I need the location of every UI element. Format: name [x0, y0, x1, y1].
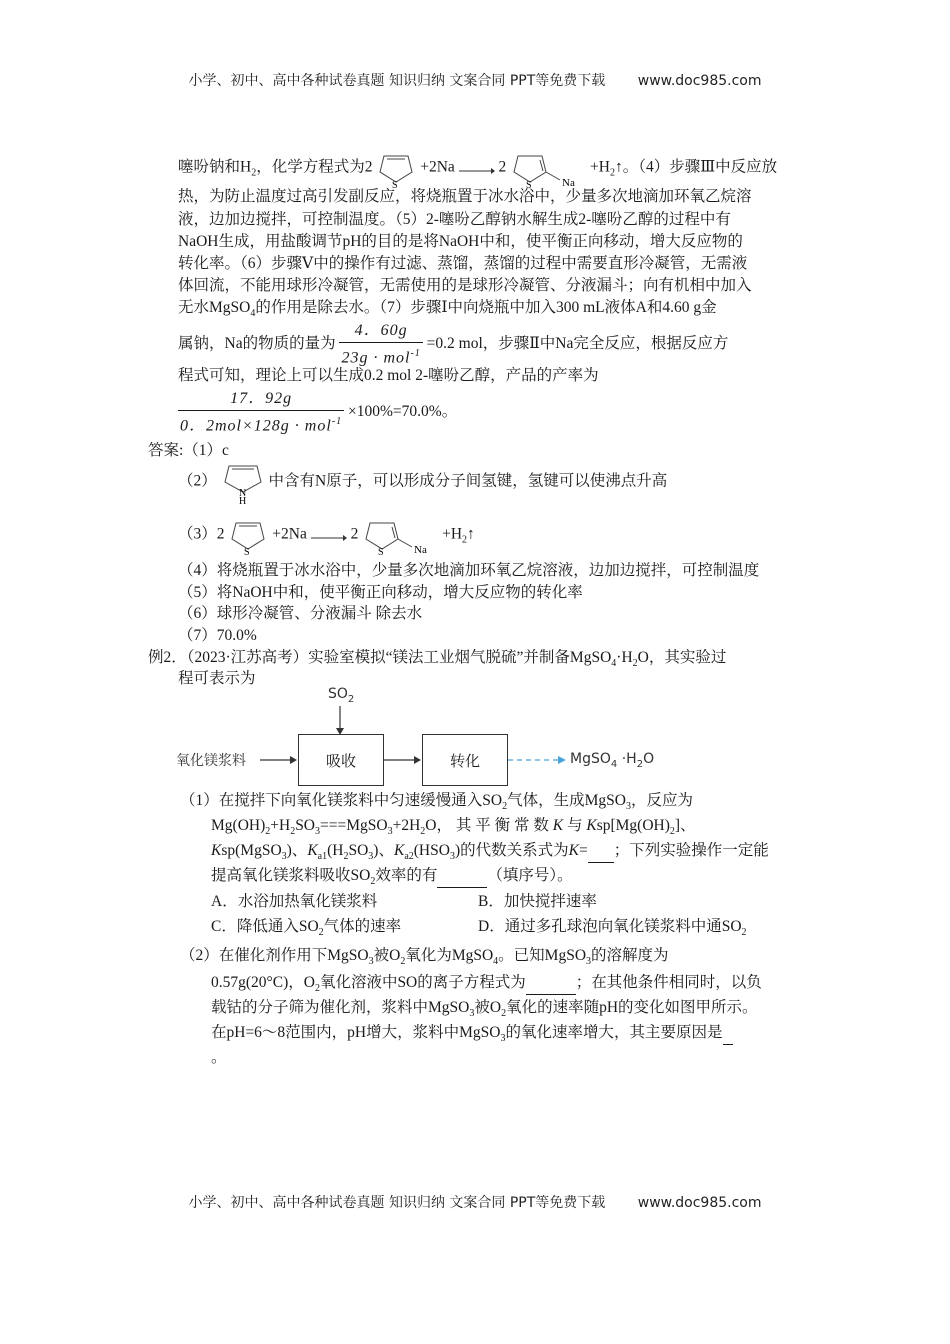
- so2-label: $SO_2$: [328, 686, 355, 705]
- q2-line-1: （2）在催化剂作用下MgSO$_3$被$O_2$氧化为MgSO$_4$。已知MgSO$_3$的溶解度为: [180, 947, 669, 968]
- option-b: B．加快搅拌速率: [478, 893, 597, 910]
- option-c: C．降低通入$SO_2$气体的速率: [211, 918, 402, 939]
- q1-line-3: Ksp(MgSO$_3$)、$K_{a1}(H_2SO_3)$、$K_{a2}(HSO_3)$的代数关系式为K= ；下列实验操作一定能: [211, 842, 769, 863]
- svg-text:N: N: [238, 488, 246, 499]
- q2-line-5: 。: [211, 1049, 227, 1066]
- analysis-line-5: 转化率。（6）步骤Ⅴ中的操作有过滤、蒸馏，蒸馏的过程中需要直形冷凝管，无需液: [178, 255, 748, 272]
- reaction-arrow: [459, 161, 495, 175]
- svg-text:H: H: [238, 496, 246, 504]
- k-expression-blank[interactable]: [588, 840, 614, 863]
- reaction-arrow-answer: [311, 528, 347, 542]
- thiophene-na-structure-answer: [362, 515, 438, 555]
- answer-7: （7）70.0%: [178, 627, 257, 644]
- svg-text:Na: Na: [562, 177, 575, 188]
- thiophene-structure-answer: [228, 515, 268, 555]
- option-a: A．水浴加热氧化镁浆料: [211, 893, 378, 910]
- q1-answer-blank[interactable]: [437, 865, 487, 888]
- header-text: 小学、初中、高中各种试卷真题 知识归纳 文案合同 PPT等免费下载: [188, 73, 606, 89]
- q1-line-4: 提高氧化镁浆料吸收$SO_2$效率的有 （填序号）。: [211, 867, 573, 888]
- header-site[interactable]: www.doc985.com: [637, 73, 762, 89]
- answer-5: （5）将NaOH中和，使平衡正向移动，增大反应物的转化率: [178, 584, 583, 601]
- answer-4: （4）将烧瓶置于冰水浴中，少量多次地滴加环氧乙烷溶液，边加边搅拌，可控制温度: [178, 562, 760, 579]
- pyrrole-structure: [221, 460, 265, 504]
- svg-text:S: S: [244, 547, 250, 555]
- footer-text: 小学、初中、高中各种试卷真题 知识归纳 文案合同 PPT等免费下载: [188, 1195, 606, 1211]
- analysis-line-9: 程式可知，理论上可以生成0.2 mol 2-噻吩乙醇，产品的产率为: [178, 367, 599, 384]
- product-label: MgSO$_4$ $\cdot H_2O$: [570, 751, 655, 770]
- input-label: 氧化镁浆料: [176, 753, 246, 769]
- analysis-line-7: 无水MgSO$_4$的作用是除去水。（7）步骤Ⅰ中向烧瓶中加入300 mL液体A和4.60 g金: [178, 299, 717, 320]
- thiophene-structure: [376, 148, 416, 188]
- thiophene-na-structure: [510, 148, 586, 188]
- q2-line-2: 0.57g(20°C)，$O_2$氧化溶液中SO的离子方程式为 ；在其他条件相同时，以负: [211, 974, 762, 995]
- analysis-line-4: NaOH生成，用盐酸调节pH的目的是将NaOH中和，使平衡正向移动，增大反应物的: [178, 233, 743, 250]
- svg-text:S: S: [526, 180, 532, 188]
- q2-line-4: 在pH=6～8范围内，pH增大，浆料中MgSO$_3$的氧化速率增大，其主要原因是: [211, 1022, 733, 1050]
- answer-3: （3）2 S +2Na 2 S Na $+H_2↑$: [178, 515, 475, 555]
- example-2-title-line-2: 程可表示为: [178, 670, 256, 687]
- answer-2: （2） N H 中含有N原子，可以形成分子间氢键，氢键可以使沸点升高: [178, 460, 667, 504]
- convert-box: 转化: [422, 734, 508, 786]
- absorb-box: 吸收: [298, 734, 384, 786]
- analysis-line-6: 体回流，不能用球形冷凝管，无需使用的是球形冷凝管、分液漏斗；向有机相中加入: [178, 277, 752, 294]
- ionic-equation-blank[interactable]: [526, 972, 576, 995]
- analysis-line-3: 液，边加边搅拌，可控制温度。（5）2-噻吩乙醇钠水解生成2-噻吩乙醇的过程中有: [178, 211, 731, 228]
- footer-site[interactable]: www.doc985.com: [637, 1195, 762, 1211]
- answer-6: （6）球形冷凝管、分液漏斗 除去水: [178, 605, 423, 622]
- svg-text:Na: Na: [414, 544, 428, 555]
- q2-line-3: 载钴的分子筛为催化剂，浆料中MgSO$_3$被$O_2$氧化的速率随pH的变化如图甲所示。: [211, 999, 758, 1020]
- analysis-line-2: 热，为防止温度过高引发副反应，将烧瓶置于冰水浴中，少量多次地滴加环氧乙烷溶: [178, 188, 752, 205]
- page-footer: [0, 1192, 950, 1212]
- q1-line-2: $Mg(OH)_2+H_2SO_3===MgSO_3+2H_2O$， 其 平 衡 常 数 K 与 $Ksp[Mg(OH)_2]$、: [211, 817, 696, 838]
- q1-line-1: （1）在搅拌下向氧化镁浆料中匀速缓慢通入$SO_2$气体，生成MgSO$_3$，反应为: [180, 792, 693, 813]
- page-header: [0, 70, 950, 90]
- svg-text:S: S: [392, 180, 398, 188]
- analysis-line-8: 属钠，Na的物质的量为 $\frac{4.60g}{23g \cdot mol^{-1}}$ =0.2 mol，步骤Ⅱ中Na完全反应，根据反应方: [178, 320, 728, 369]
- svg-text:S: S: [378, 547, 384, 555]
- analysis-line-10: $\frac{17.92g}{0.2mol\times 128g \cdot mol^{-1}}$ ×100%=70.0%。: [178, 388, 457, 437]
- answer-title: 答案:（1）c: [148, 442, 229, 459]
- option-d: D．通过多孔球泡向氧化镁浆料中通$SO_2$: [478, 918, 747, 939]
- reason-blank[interactable]: [723, 1022, 733, 1045]
- example-2-title: 例2．（2023·江苏高考）实验室模拟“镁法工业烟气脱硫”并制备$MgSO_4\cdot H_2O$，其实验过: [148, 649, 727, 670]
- analysis-line-1: 噻吩钠和$H_2$，化学方程式为2 S +2Na 2 S Na $+H_2↑$。（4）步骤Ⅲ中反应放: [178, 148, 777, 188]
- yield-fraction: $\frac{17.92g}{0.2mol\times 128g \cdot mol^{-1}}$: [178, 388, 344, 437]
- moles-fraction: $\frac{4.60g}{23g \cdot mol^{-1}}$: [339, 320, 422, 369]
